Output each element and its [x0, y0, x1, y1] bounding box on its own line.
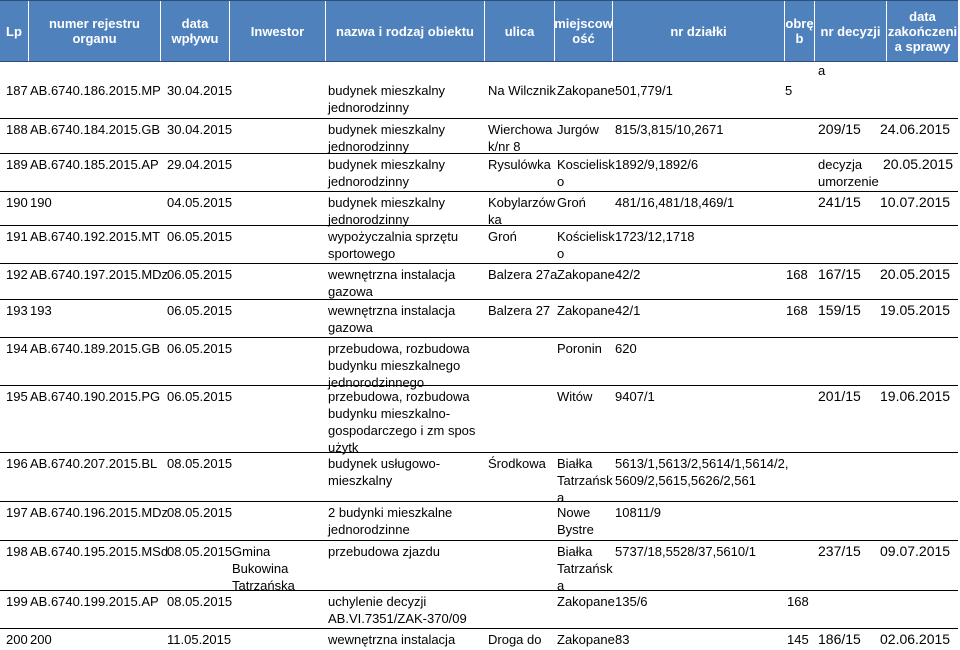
cell-text: 5613/1,5613/2,5614/1,5614/2,: [615, 456, 789, 471]
cell-lp: [6, 631, 28, 648]
cell-text: Zakopane: [557, 83, 615, 98]
cell-nazwa: [328, 302, 455, 336]
cell-data: [167, 121, 232, 138]
cell-text: Balzera 27a: [488, 267, 558, 282]
cell-text: 08.05.2015: [167, 505, 233, 520]
cell-ulica: [488, 266, 557, 283]
cell-nazwa: [328, 631, 455, 648]
cell-inwestor: [232, 543, 295, 594]
cell-text: wypożyczalnia sprzętu: [328, 229, 459, 244]
cell-text: 06.05.2015: [167, 389, 233, 404]
cell-nr: [30, 156, 159, 173]
cell-data: [167, 302, 232, 319]
cell-data: [167, 340, 232, 357]
cell-text: 199: [6, 594, 28, 609]
cell-text: 10811/9: [615, 505, 662, 520]
cell-ulica: [488, 455, 546, 472]
cell-text: Nowe: [557, 505, 591, 520]
cell-text: decyzja: [818, 157, 863, 172]
cell-data-zak: [880, 194, 950, 211]
cell-nazwa: [328, 156, 445, 190]
cell-text: 190: [6, 195, 28, 210]
cell-text: AB.6740.207.2015.BL: [30, 456, 158, 471]
cell-nazwa: [328, 121, 445, 155]
cell-text: 5: [785, 83, 793, 98]
cell-text: 2 budynki mieszkalne: [328, 505, 453, 520]
cell-miejscowosc: [557, 388, 592, 405]
cell-text: 08.05.2015: [167, 544, 233, 559]
cell-text: 193: [30, 303, 52, 318]
cell-decyzja: [818, 302, 861, 319]
cell-text: 501,779/1: [615, 83, 673, 98]
cell-lp: [6, 504, 28, 521]
cell-ulica: [488, 302, 550, 319]
cell-decyzja: [818, 631, 861, 648]
cell-dzialka: [615, 388, 655, 405]
cell-text: 159/15: [818, 302, 861, 318]
cell-text: 5609/2,5615,5626/2,561: [615, 473, 756, 488]
cell-text: AB.6740.189.2015.GB: [30, 341, 161, 356]
cell-lp: [6, 194, 28, 211]
cell-lp: [6, 388, 28, 405]
cell-nazwa: [328, 388, 475, 456]
cell-text: k/nr 8: [488, 139, 521, 154]
table-row: [0, 540, 958, 591]
cell-text: przebudowa, rozbudowa: [328, 389, 470, 404]
cell-text: Zakopane: [557, 632, 615, 647]
cell-text: budynek mieszkalny: [328, 122, 446, 137]
cell-text: 19.06.2015: [880, 388, 951, 404]
cell-text: 620: [615, 341, 637, 356]
cell-text: 200: [6, 632, 28, 647]
cell-text: 1892/9,1892/6: [615, 157, 699, 172]
table-row: [0, 79, 958, 119]
cell-data: [167, 504, 232, 521]
cell-nazwa: [328, 194, 445, 228]
cell-text: 02.06.2015: [880, 631, 951, 647]
cell-nr: [30, 228, 160, 245]
cell-nr: [30, 121, 160, 138]
cell-text: budynku mieszkalno-: [328, 406, 451, 421]
cell-text: a: [557, 490, 565, 505]
cell-miejscowosc: [557, 340, 602, 357]
header-data-zakonczenia: data zakończeni a sprawy: [887, 8, 958, 54]
table-row: [0, 501, 958, 541]
cell-text: 200: [30, 632, 52, 647]
cell-text: 83: [615, 632, 630, 647]
cell-ulica: [488, 228, 517, 245]
cell-text: 06.05.2015: [167, 341, 233, 356]
cell-text: uchylenie decyzji: [328, 594, 427, 609]
cell-data-zak: [880, 543, 950, 560]
cell-data: [167, 82, 232, 99]
cell-text: Bukowina: [232, 561, 289, 576]
cell-data: [167, 593, 232, 610]
cell-decyzja: [818, 388, 861, 405]
cell-text: 20.05.2015: [883, 156, 954, 172]
cell-text: 08.05.2015: [167, 594, 233, 609]
cell-text: wewnętrzna instalacja: [328, 267, 456, 282]
cell-text: 145: [787, 632, 809, 647]
cell-lp: [6, 543, 28, 560]
table-header: [0, 0, 958, 62]
cell-obreb: [786, 266, 808, 283]
cell-text: AB.6740.199.2015.AP: [30, 594, 159, 609]
cell-text: AB.6740.195.2015.MSd: [30, 544, 169, 559]
cell-data: [167, 543, 232, 560]
cell-text: Jurgów: [557, 122, 599, 137]
cell-text: 193: [6, 303, 28, 318]
cell-text: Groń: [488, 229, 517, 244]
cell-text: 237/15: [818, 543, 861, 559]
cell-text: AB.6740.192.2015.MT: [30, 229, 161, 244]
cell-nr: [30, 504, 168, 521]
cell-text: 19.05.2015: [880, 302, 951, 318]
cell-text: jednorodzinny: [328, 174, 409, 189]
cell-data: [167, 156, 232, 173]
cell-text: 481/16,481/18,469/1: [615, 195, 735, 210]
cell-dzialka: [615, 82, 673, 99]
cell-text: 189: [6, 157, 28, 172]
cell-text: Białka: [557, 544, 593, 559]
header-nazwa-obiektu: nazwa i rodzaj obiektu: [326, 1, 485, 61]
cell-text: 06.05.2015: [167, 303, 233, 318]
cell-dzialka: [615, 194, 734, 211]
cell-text: 08.05.2015: [167, 456, 233, 471]
cell-decyzja: [818, 156, 879, 190]
cell-nazwa: [328, 340, 470, 391]
cell-text: Koscielisk: [557, 157, 615, 172]
cell-dzialka: [615, 121, 723, 138]
cell-miejscowosc: [557, 302, 615, 319]
cell-dzialka: [615, 504, 661, 521]
header-nr-decyzji: nr decyzji: [815, 1, 887, 61]
cell-text: 167/15: [818, 266, 861, 282]
cell-miejscowosc: [557, 194, 586, 211]
cell-text: 20.05.2015: [880, 266, 951, 282]
cell-nr: [30, 388, 160, 405]
cell-text: 168: [787, 594, 809, 609]
cell-text: wewnętrzna instalacja: [328, 632, 456, 647]
cell-nr: [30, 631, 52, 648]
cell-text: AB.6740.190.2015.PG: [30, 389, 161, 404]
cell-text: budynek mieszkalny: [328, 195, 446, 210]
cell-dzialka: [615, 266, 640, 283]
table-row: [0, 337, 958, 390]
cell-lp: [6, 121, 28, 138]
cell-data: [167, 228, 232, 245]
cell-dzialka: [615, 631, 629, 648]
cell-text: Tatrzańsk: [557, 473, 613, 488]
cell-nr: [30, 593, 159, 610]
cell-text: 30.04.2015: [167, 122, 233, 137]
cell-text: 241/15: [818, 194, 861, 210]
cell-miejscowosc: [557, 228, 615, 262]
cell-data: [167, 266, 232, 283]
cell-text: 187: [6, 83, 28, 98]
cell-nazwa: [328, 455, 440, 489]
cell-text: AB.6740.186.2015.MP: [30, 83, 161, 98]
cell-miejscowosc: [557, 82, 615, 99]
cell-text: gazowa: [328, 284, 373, 299]
cell-miejscowosc: [557, 121, 599, 138]
cell-data-zak: [880, 302, 950, 319]
cell-text: 42/1: [615, 303, 641, 318]
cell-text: Kobylarzów: [488, 195, 556, 210]
cell-text: jednorodzinnego: [328, 375, 425, 390]
cell-text: 192: [6, 267, 28, 282]
cell-miejscowosc: [557, 631, 615, 648]
table-row: [0, 118, 958, 154]
cell-text: budynku mieszkalnego: [328, 358, 461, 373]
cell-text: budynek usługowo-: [328, 456, 441, 471]
cell-text: gazowa: [328, 320, 373, 335]
cell-text: Środkowa: [488, 456, 546, 471]
cell-data-zak: [880, 631, 950, 648]
header-miejscowosc: miejscow ość: [555, 1, 613, 61]
cell-text: Wierchowa: [488, 122, 553, 137]
cell-text: Tatrzańska: [232, 578, 295, 593]
table-row: [0, 299, 958, 338]
header-inwestor: Inwestor: [230, 1, 326, 61]
cell-text: 29.04.2015: [167, 157, 233, 172]
cell-text: Zakopane: [557, 267, 615, 282]
header-data-wplywu: data wpływu: [161, 1, 230, 61]
cell-nr: [30, 455, 157, 472]
cell-data-zak: [883, 156, 953, 173]
cell-text: 168: [786, 267, 808, 282]
cell-dzialka: [615, 543, 756, 560]
cell-text: 42/2: [615, 267, 641, 282]
cell-lp: [6, 302, 28, 319]
header-nr-dzialki: nr działki: [613, 1, 785, 61]
cell-nazwa: [328, 266, 455, 300]
cell-data: [167, 455, 232, 472]
cell-text: Na Wilcznik: [488, 83, 556, 98]
cell-lp: [6, 593, 28, 610]
header-nr-rejestru: numer rejestru organu: [29, 1, 161, 61]
cell-decyzja: [818, 266, 861, 283]
cell-text: AB.6740.196.2015.MDz: [30, 505, 169, 520]
header-lp: Lp: [0, 1, 29, 61]
cell-ulica: [488, 631, 541, 648]
cell-text: Balzera 27: [488, 303, 551, 318]
table-row: [0, 385, 958, 453]
cell-text: Gmina: [232, 544, 271, 559]
cell-nazwa: [328, 593, 467, 627]
cell-nr: [30, 194, 52, 211]
cell-decyzja: [818, 121, 861, 138]
cell-text: 24.06.2015: [880, 121, 951, 137]
cell-nazwa: [328, 504, 452, 538]
cell-text: Bystre: [557, 522, 594, 537]
cell-obreb: [785, 82, 792, 99]
cell-text: Zakopane: [557, 303, 615, 318]
cell-text: 188: [6, 122, 28, 137]
cell-text: Kościelisk: [557, 229, 615, 244]
cell-text: o: [557, 174, 565, 189]
cell-text: budynek mieszkalny: [328, 157, 446, 172]
cell-text: Poronin: [557, 341, 602, 356]
cell-decyzja: [818, 194, 861, 211]
cell-text: jednorodzinny: [328, 139, 409, 154]
cell-miejscowosc: [557, 156, 615, 190]
cell-text: 11.05.2015: [167, 632, 232, 647]
cell-text: 209/15: [818, 121, 861, 137]
cell-nazwa: [328, 82, 445, 116]
table-row: [0, 590, 958, 629]
cell-data: [167, 631, 231, 648]
cell-data-zak: [880, 121, 950, 138]
cell-obreb: [787, 593, 809, 610]
cell-text: przebudowa zjazdu: [328, 544, 441, 559]
cell-nr: [30, 266, 168, 283]
cell-text: Rysulówka: [488, 157, 551, 172]
cell-obreb: [787, 631, 809, 648]
cell-text: umorzenie: [818, 174, 879, 189]
cell-text: gospodarczego i zm spos: [328, 423, 476, 438]
cell-ulica: [488, 194, 555, 228]
cell-text: 197: [6, 505, 28, 520]
cell-text: 190: [30, 195, 52, 210]
cell-obreb: [786, 302, 808, 319]
cell-text: 1723/12,1718: [615, 229, 695, 244]
cell-lp: [6, 228, 28, 245]
cell-lp: [6, 82, 28, 99]
cell-text: przebudowa, rozbudowa: [328, 341, 470, 356]
cell-lp: [6, 266, 28, 283]
cell-text: jednorodzinne: [328, 522, 410, 537]
cell-text: Tatrzańsk: [557, 561, 613, 576]
table-row: [0, 452, 958, 505]
cell-nr: [30, 82, 161, 99]
cell-text: AB.6740.184.2015.GB: [30, 122, 161, 137]
cell-decyzja: [818, 543, 861, 560]
cell-text: AB.6740.185.2015.AP: [30, 157, 159, 172]
cell-text: 9407/1: [615, 389, 655, 404]
header-ulica: ulica: [485, 1, 555, 61]
cell-miejscowosc: [557, 455, 613, 506]
cell-dzialka: [615, 455, 789, 489]
cell-text: użytk: [328, 440, 359, 455]
cell-nazwa: [328, 543, 440, 560]
table-row: [0, 225, 958, 264]
cell-dzialka: [615, 593, 648, 610]
cell-text: AB.VI.7351/ZAK-370/09: [328, 611, 467, 626]
cell-text: Groń: [557, 195, 586, 210]
cell-text: 195: [6, 389, 28, 404]
cell-lp: [6, 455, 28, 472]
cell-text: 194: [6, 341, 28, 356]
cell-text: 815/3,815/10,2671: [615, 122, 724, 137]
cell-text: 10.07.2015: [880, 194, 951, 210]
cell-nazwa: [328, 228, 458, 262]
cell-miejscowosc: [557, 266, 615, 283]
header-obreb: obrę b: [785, 1, 815, 61]
cell-text: 30.04.2015: [167, 83, 233, 98]
cell-text: 191: [6, 229, 28, 244]
cell-miejscowosc: [557, 543, 613, 594]
cell-text: 04.05.2015: [167, 195, 233, 210]
cell-text: jednorodzinny: [328, 212, 409, 227]
cell-ulica: [488, 82, 556, 99]
cell-text: a: [557, 578, 565, 593]
cell-data-zak: [880, 266, 950, 283]
cell-ulica: [488, 156, 551, 173]
cell-dzialka: [615, 340, 637, 357]
cell-text: budynek mieszkalny: [328, 83, 446, 98]
table-row: [0, 153, 958, 192]
cell-text: 135/6: [615, 594, 648, 609]
cell-text: 06.05.2015: [167, 229, 233, 244]
cell-nr: [30, 340, 160, 357]
cell-text: 168: [786, 303, 808, 318]
cell-text: 09.07.2015: [880, 543, 951, 559]
table-row: [0, 628, 958, 649]
cell-data-zak: [880, 388, 950, 405]
cell-dzialka: [615, 302, 640, 319]
cell-text: jednorodzinny: [328, 100, 409, 115]
cell-text: 06.05.2015: [167, 267, 233, 282]
cell-text: Białka: [557, 456, 593, 471]
cell-ulica: [488, 121, 552, 155]
cell-nr: [30, 543, 168, 560]
cell-lp: [6, 340, 28, 357]
cell-text: 196: [6, 456, 28, 471]
table-row: [0, 191, 958, 226]
table-row: [0, 263, 958, 300]
cell-data: [167, 194, 232, 211]
cell-nr: [30, 302, 52, 319]
cell-text: o: [557, 246, 565, 261]
cell-text: ka: [488, 212, 502, 227]
cell-data: [167, 388, 232, 405]
cell-text: 5737/18,5528/37,5610/1: [615, 544, 756, 559]
cell-dzialka: [615, 156, 698, 173]
overflow-text: a: [818, 63, 826, 78]
cell-text: wewnętrzna instalacja: [328, 303, 456, 318]
cell-text: mieszkalny: [328, 473, 393, 488]
cell-text: Droga do: [488, 632, 542, 647]
cell-text: 198: [6, 544, 28, 559]
cell-text: 186/15: [818, 631, 861, 647]
cell-lp: [6, 156, 28, 173]
cell-text: AB.6740.197.2015.MDz: [30, 267, 169, 282]
cell-miejscowosc: [557, 593, 615, 610]
cell-text: Zakopane: [557, 594, 615, 609]
cell-miejscowosc: [557, 504, 594, 538]
cell-dzialka: [615, 228, 695, 245]
cell-text: sportowego: [328, 246, 396, 261]
cell-text: Witów: [557, 389, 593, 404]
cell-text: 201/15: [818, 388, 861, 404]
